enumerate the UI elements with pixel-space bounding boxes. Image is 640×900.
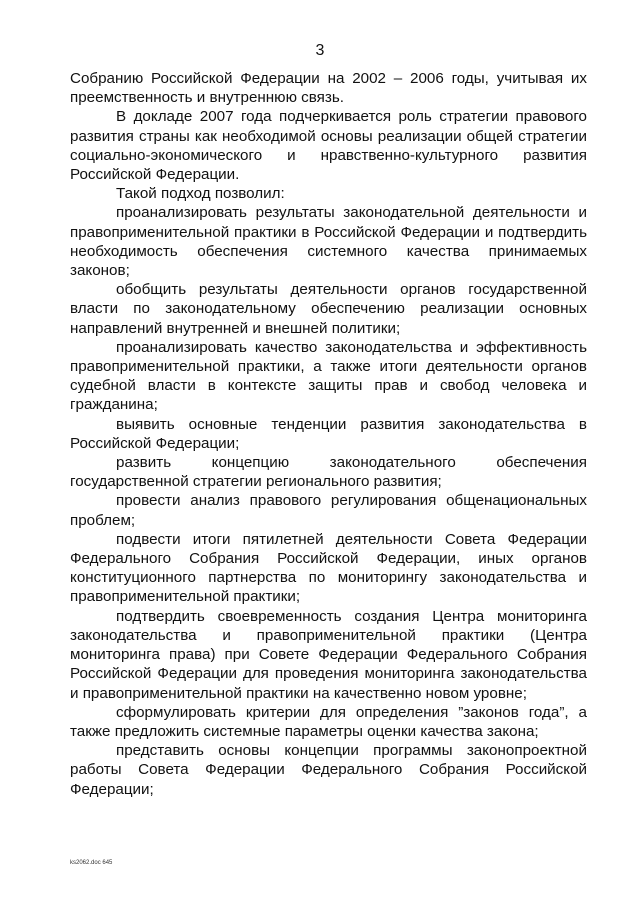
paragraph: В докладе 2007 года подчеркивается роль стратегии правового развития страны как необходимой основы реализации общей стратегии социально-экономического и нравственно-культурного развития Российской Федерации. xyxy=(70,108,587,184)
list-item: проанализировать результаты законодательной деятельности и правоприменительной практики в Российской Федерации и подтвердить необходимость обеспечения системного качества принимаемых законов; xyxy=(70,204,587,280)
file-reference-footer: ks2062.doc 645 xyxy=(70,860,113,866)
page-number: 3 xyxy=(315,42,325,59)
list-item: провести анализ правового регулирования общенациональных проблем; xyxy=(70,492,587,529)
list-item: подвести итоги пятилетней деятельности Совета Федерации Федерального Собрания Российской Федерации, иных органов конституционного партнерства по мониторингу законодательства и правоприменительной практики; xyxy=(70,530,587,606)
document-body xyxy=(70,69,587,799)
list-item: представить основы концепции программы законопроектной работы Совета Федерации Федерального Собрания Российской Федерации; xyxy=(70,742,587,798)
list-item: подтвердить своевременность создания Центра мониторинга законодательства и правоприменительной практики (Центра мониторинга права) при Совете Федерации Федерального Собрания Российской Федерации для проведения мониторинга законодательства и правоприменительной практики на качественно новом уровне; xyxy=(70,607,587,702)
list-item: обобщить результаты деятельности органов государственной власти по законодательному обеспечению реализации основных направлений внутренней и внешней политики; xyxy=(70,281,587,337)
paragraph: Собранию Российской Федерации на 2002 – 2006 годы, учитывая их преемственность и внутреннюю связь. xyxy=(70,70,587,107)
list-item: сформулировать критерии для определения ”законов года”, а также предложить системные параметры оценки качества закона; xyxy=(70,703,587,740)
paragraph: Такой подход позволил: xyxy=(116,185,285,203)
list-item: развить концепцию законодательного обеспечения государственной стратегии регионального развития; xyxy=(70,454,587,491)
list-item: проанализировать качество законодательства и эффективность правоприменительной практики, а также итоги деятельности органов судебной власти в контексте защиты прав и свобод человека и гражданина; xyxy=(70,338,587,414)
list-item: выявить основные тенденции развития законодательства в Российской Федерации; xyxy=(70,415,587,452)
